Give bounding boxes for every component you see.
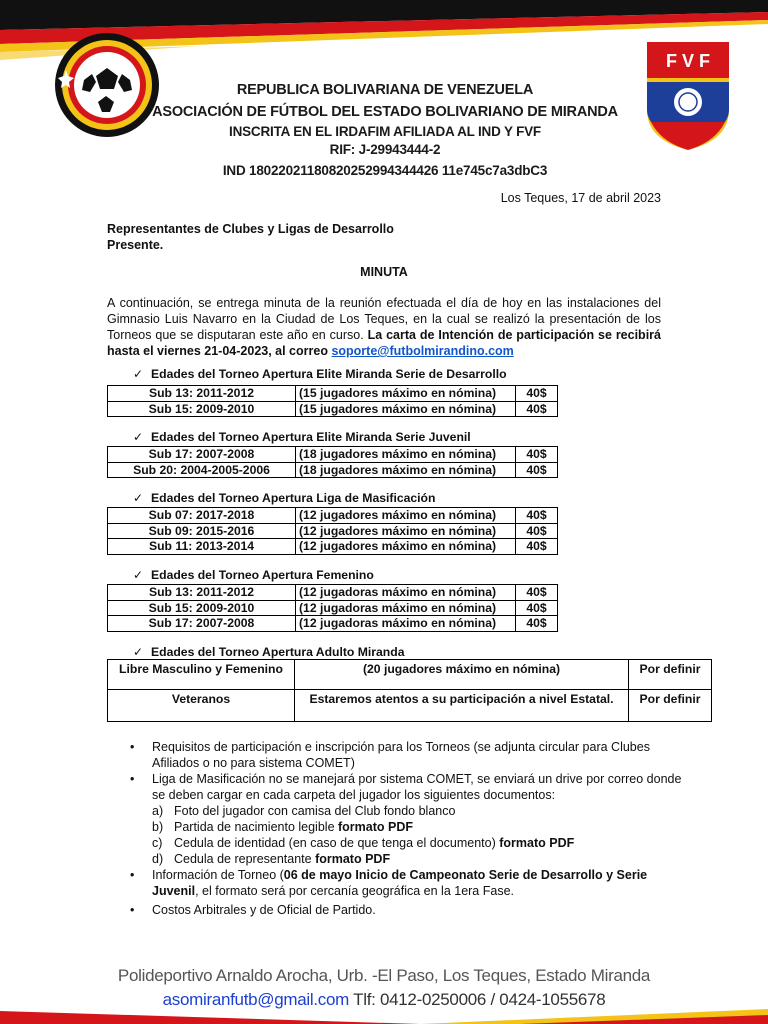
- table-cell: (20 jugadores máximo en nómina): [295, 660, 629, 690]
- header-republic: REPUBLICA BOLIVARIANA DE VENEZUELA: [236, 82, 534, 98]
- table-cell: 40$: [516, 585, 558, 601]
- sub-item-text: Foto del jugador con camisa del Club fondo blanco: [174, 804, 456, 818]
- table-row: [108, 462, 558, 478]
- document-title: MINUTA: [360, 265, 408, 279]
- table-cell: Por definir: [629, 660, 712, 690]
- bullet-icon: •: [130, 772, 135, 786]
- table-row: [108, 386, 558, 402]
- table-cell: Sub 13: 2011-2012: [108, 386, 296, 402]
- header-ind: IND 18022021180820252994344426 11e745c7a3dbC3: [222, 163, 548, 178]
- table-row: [108, 660, 712, 690]
- table-cell: (12 jugadoras máximo en nómina): [296, 600, 516, 616]
- list-item-text: Liga de Masificación no se manejará por sistema COMET, se enviará un drive por correo donde se deben cargar en cada carpeta del jugador los siguientes documentos:: [152, 772, 682, 802]
- table-cell: Sub 15: 2009-2010: [108, 401, 296, 417]
- table-cell: 40$: [516, 616, 558, 632]
- section-title: [133, 367, 507, 381]
- section-table: [107, 446, 558, 478]
- table-row: [108, 585, 558, 601]
- section-table: [107, 385, 558, 417]
- sub-item-bold: formato PDF: [338, 820, 413, 834]
- section-title-text: Edades del Torneo Apertura Elite Miranda Serie de Desarrollo: [151, 367, 507, 381]
- list-item: [130, 867, 690, 899]
- section-table: [107, 507, 558, 555]
- footer-address: Polideportivo Arnaldo Arocha, Urb. -El Paso, Los Teques, Estado Miranda: [117, 966, 651, 985]
- table-cell: Veteranos: [108, 690, 295, 722]
- list-item: [130, 902, 690, 918]
- table-row: [108, 616, 558, 632]
- table-cell: (18 jugadores máximo en nómina): [296, 462, 516, 478]
- header-rif: RIF: J-29943444-2: [329, 142, 441, 157]
- table-cell: 40$: [516, 600, 558, 616]
- section-title: [133, 645, 404, 659]
- list-item-text: Requisitos de participación e inscripción para los Torneos (se adjunta circular para Clubes Afiliados o no para sistema COMET): [152, 740, 650, 770]
- table-cell: Sub 09: 2015-2016: [108, 523, 296, 539]
- table-cell: (12 jugadoras máximo en nómina): [296, 585, 516, 601]
- table-cell: Sub 15: 2009-2010: [108, 600, 296, 616]
- table-row: [108, 600, 558, 616]
- addressee: [107, 221, 394, 253]
- table-cell: Libre Masculino y Femenino: [108, 660, 295, 690]
- intro-paragraph: [107, 295, 661, 359]
- table-cell: 40$: [516, 539, 558, 555]
- table-cell: (12 jugadores máximo en nómina): [296, 508, 516, 524]
- fvf-logo: [645, 40, 731, 152]
- section-title: [133, 568, 374, 582]
- header-affiliation: INSCRITA EN EL IRDAFIM AFILIADA AL IND Y FVF: [229, 124, 541, 139]
- table-row: [108, 508, 558, 524]
- table-row: [108, 523, 558, 539]
- sub-item-text: Cedula de representante: [174, 852, 316, 866]
- table-cell: 40$: [516, 401, 558, 417]
- table-cell: (15 jugadores máximo en nómina): [296, 386, 516, 402]
- table-cell: 40$: [516, 508, 558, 524]
- table-cell: 40$: [516, 462, 558, 478]
- sub-list-item: [130, 803, 690, 819]
- sub-item-text: Partida de nacimiento legible: [174, 820, 338, 834]
- table-cell: (12 jugadores máximo en nómina): [296, 523, 516, 539]
- sub-list-item: [130, 851, 690, 867]
- sub-item-letter: c): [152, 836, 163, 850]
- intro-bold-text: La carta de Intención de participación se recibirá hasta el viernes 21-04-2023, al correo: [107, 328, 661, 358]
- table-cell: Sub 11: 2013-2014: [108, 539, 296, 555]
- sub-item-letter: b): [152, 820, 164, 834]
- sub-item-bold: formato PDF: [315, 852, 391, 866]
- table-cell: (18 jugadores máximo en nómina): [296, 447, 516, 463]
- table-cell: Por definir: [629, 690, 712, 722]
- table-row: [108, 539, 558, 555]
- section-title-text: Edades del Torneo Apertura Adulto Miranda: [151, 645, 405, 659]
- table-cell: Sub 17: 2007-2008: [108, 616, 296, 632]
- section-title-text: Edades del Torneo Apertura Femenino: [151, 568, 374, 582]
- sub-item-letter: a): [152, 804, 164, 818]
- list-item-text: Costos Arbitrales y de Oficial de Partido.: [152, 903, 376, 917]
- table-row: [108, 401, 558, 417]
- check-icon: ✓: [133, 430, 144, 444]
- check-icon: ✓: [133, 568, 144, 582]
- footer-phones: Tlf: 0412-0250006 / 0424-1055678: [353, 990, 606, 1009]
- table-cell: Sub 17: 2007-2008: [108, 447, 296, 463]
- table-row: [108, 447, 558, 463]
- bullet-icon: •: [130, 868, 135, 882]
- table-cell: 40$: [516, 447, 558, 463]
- list-item-text: Información de Torneo (: [152, 868, 284, 882]
- section-title: [133, 430, 471, 444]
- list-item-bold: 06 de mayo Inicio de Campeonato Serie de Desarrollo y Serie Juvenil: [152, 868, 648, 898]
- requirements-list: [130, 739, 690, 918]
- list-item: [130, 739, 690, 771]
- bullet-icon: •: [130, 903, 135, 917]
- fvf-logo-text: F V F: [666, 51, 710, 71]
- section-table: [107, 584, 558, 632]
- sub-item-letter: d): [152, 852, 164, 866]
- table-cell: Estaremos atentos a su participación a nivel Estatal.: [295, 690, 629, 722]
- section-title-text: Edades del Torneo Apertura Elite Miranda Serie Juvenil: [151, 430, 471, 444]
- document-date: Los Teques, 17 de abril 2023: [500, 191, 661, 205]
- contact-email-link[interactable]: soporte@futbolmirandino.com: [331, 344, 514, 358]
- association-logo: [52, 30, 162, 140]
- table-cell: (12 jugadores máximo en nómina): [296, 539, 516, 555]
- footer-stripe: [0, 1005, 768, 1024]
- list-item: [130, 771, 690, 803]
- intro-text: A continuación, se entrega minuta de la reunión efectuada el día de hoy en las instalaciones del Gimnasio Luis Navarro en la Ciudad de Los Teques, en la cual se realizó la presentación de los Torneos que se disputaran este año en curso.: [107, 296, 661, 342]
- bullet-icon: •: [130, 740, 135, 754]
- sub-list-item: [130, 819, 690, 835]
- addressee-line: Representantes de Clubes y Ligas de Desarrollo: [107, 222, 394, 236]
- addressee-line: Presente.: [107, 238, 164, 252]
- table-cell: 40$: [516, 523, 558, 539]
- sub-item-text: Cedula de identidad (en caso de que tenga el documento): [174, 836, 500, 850]
- check-icon: ✓: [133, 367, 144, 381]
- adult-table: [107, 659, 712, 722]
- table-cell: Sub 07: 2017-2018: [108, 508, 296, 524]
- table-cell: Sub 20: 2004-2005-2006: [108, 462, 296, 478]
- section-title: [133, 491, 435, 505]
- table-cell: 40$: [516, 386, 558, 402]
- sub-list-item: [130, 835, 690, 851]
- table-row: [108, 690, 712, 722]
- sub-item-bold: formato PDF: [499, 836, 575, 850]
- check-icon: ✓: [133, 645, 144, 659]
- header-association: ASOCIACIÓN DE FÚTBOL DEL ESTADO BOLIVARIANO DE MIRANDA: [152, 104, 618, 120]
- table-cell: (12 jugadoras máximo en nómina): [296, 616, 516, 632]
- section-title-text: Edades del Torneo Apertura Liga de Masificación: [151, 491, 436, 505]
- check-icon: ✓: [133, 491, 144, 505]
- table-cell: Sub 13: 2011-2012: [108, 585, 296, 601]
- list-item-text: , el formato será por cercanía geográfica en la 1era Fase.: [195, 884, 514, 898]
- footer-email[interactable]: asomiranfutb@gmail.com: [162, 990, 350, 1009]
- table-cell: (15 jugadores máximo en nómina): [296, 401, 516, 417]
